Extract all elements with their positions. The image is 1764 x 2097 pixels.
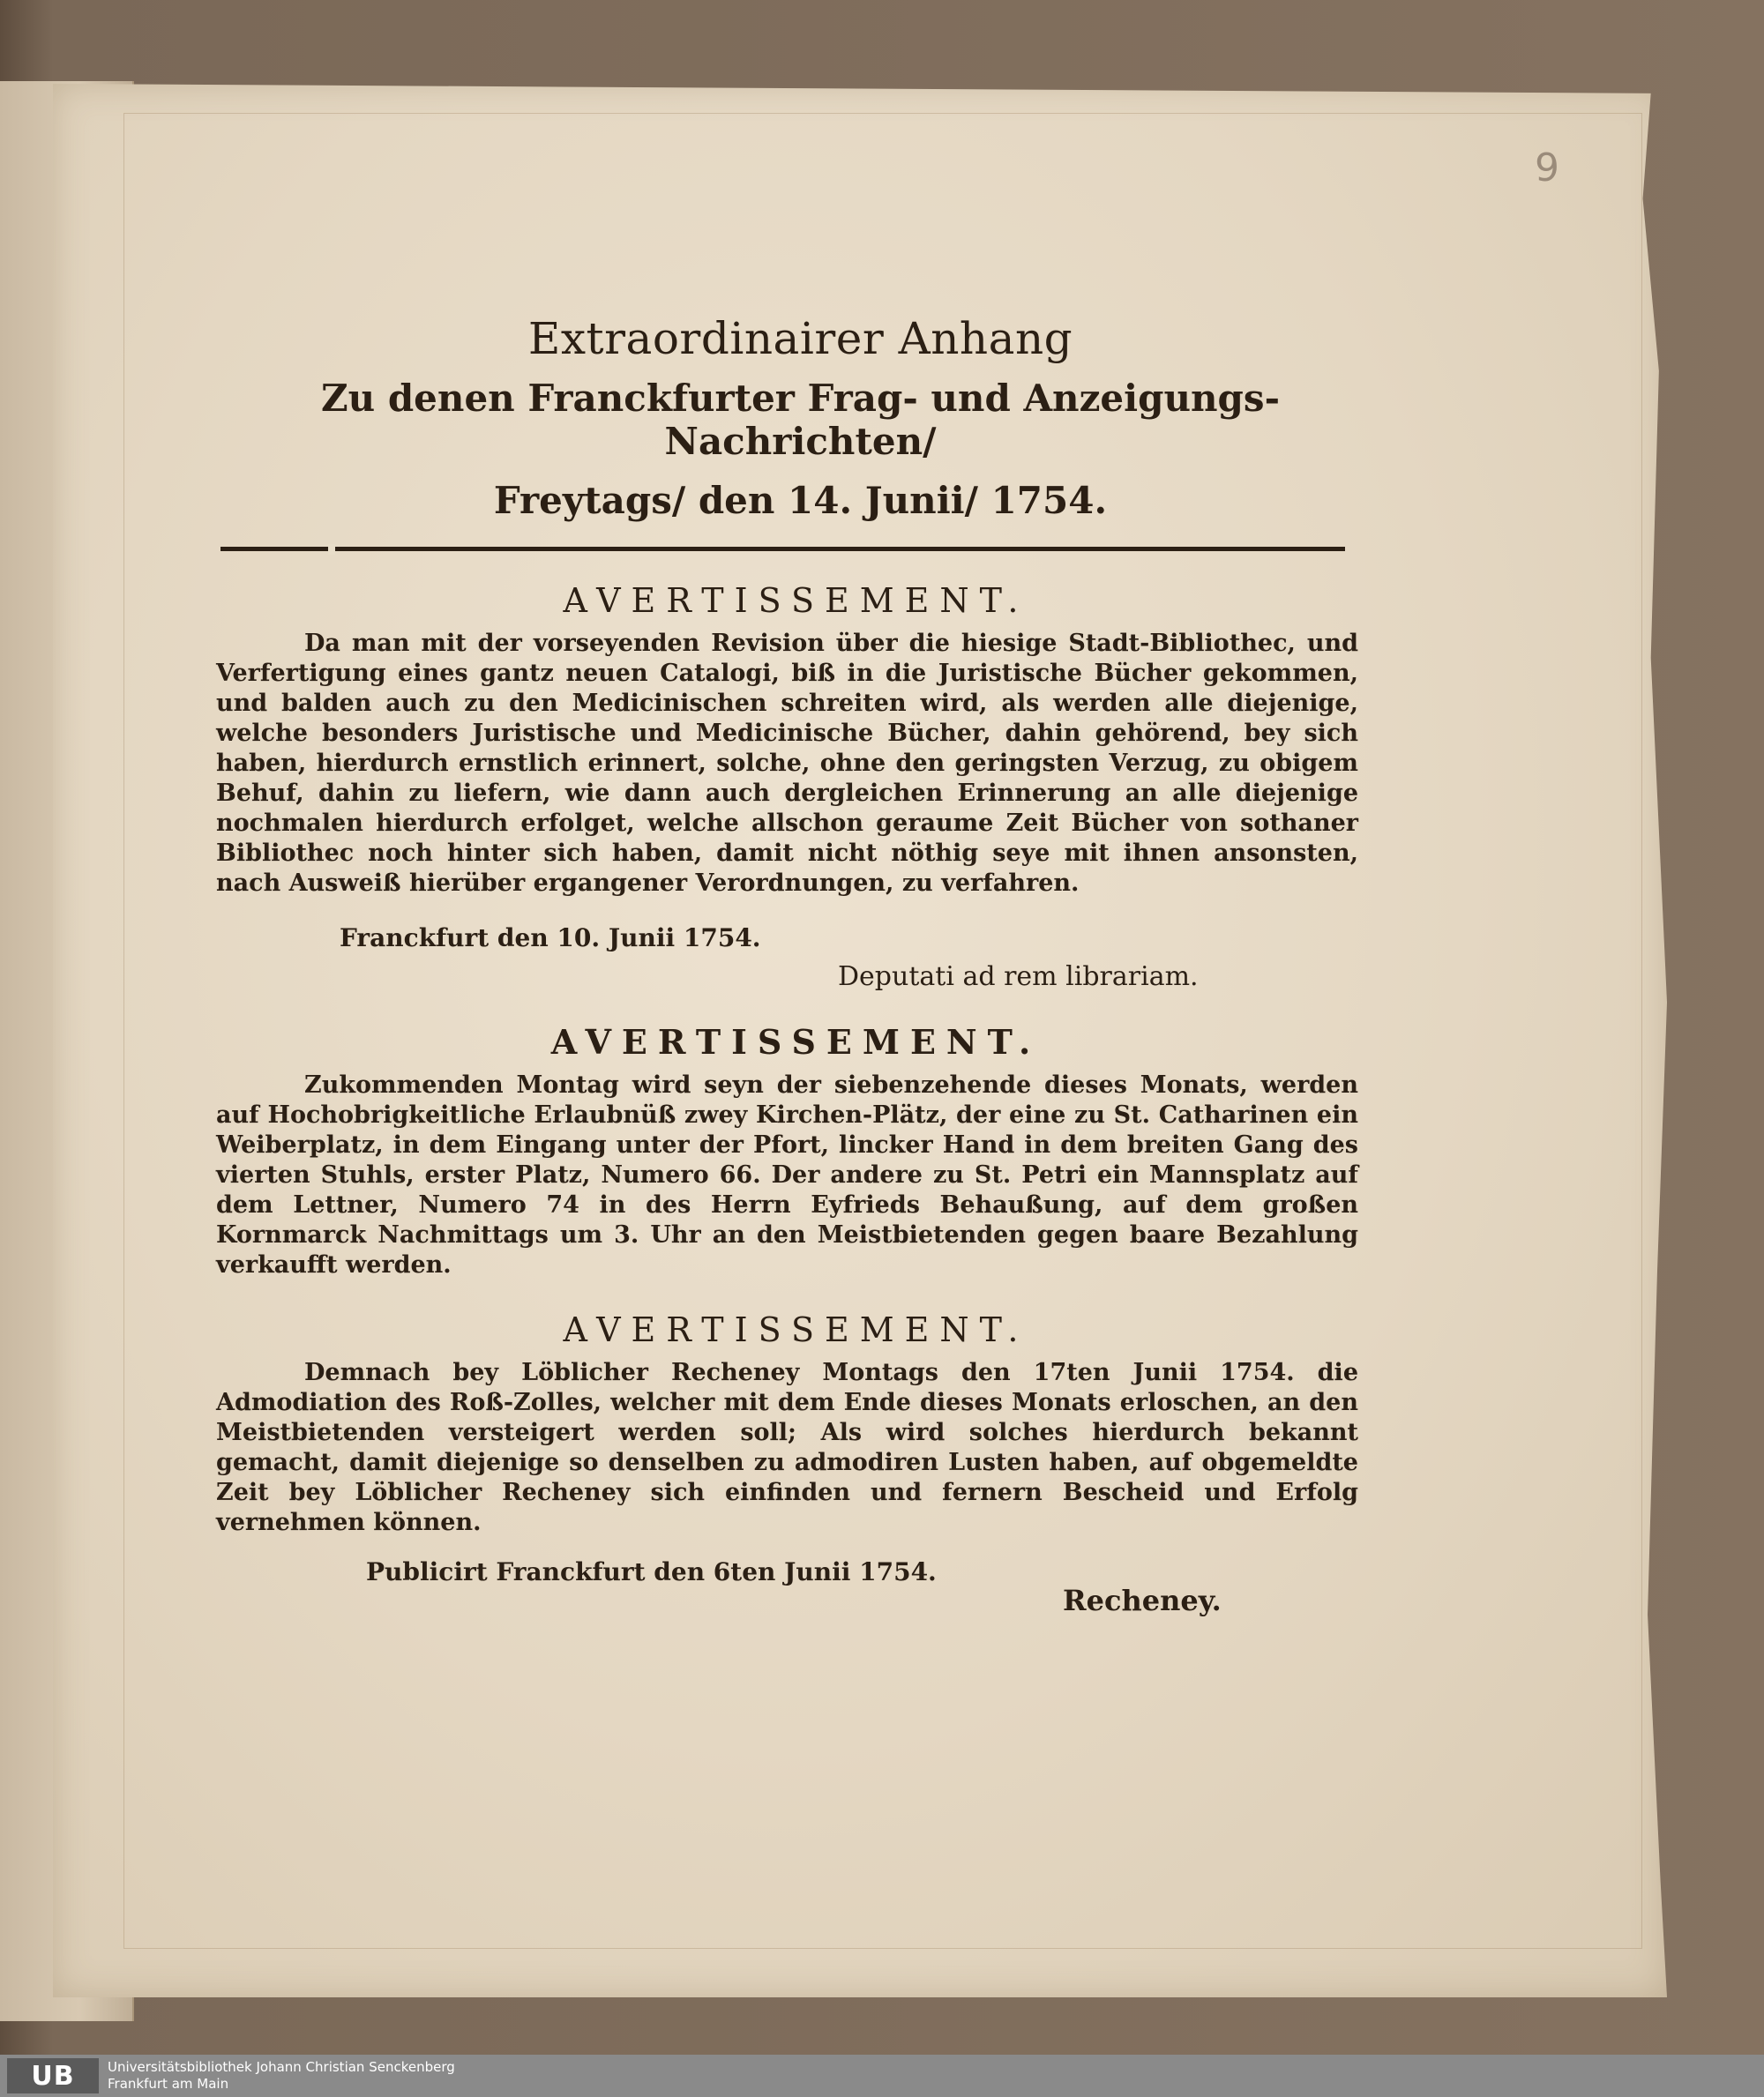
library-footer (0, 2055, 1764, 2097)
notice-1 (216, 581, 1358, 992)
document-dateline: Freytags/ den 14. Junii/ 1754. (493, 479, 1108, 522)
notice-heading: AVERTISSEMENT. (550, 1022, 1042, 1062)
notice-signature-row (216, 1557, 1358, 1619)
notice-sign-name: Deputati ad rem librariam. (838, 961, 1199, 992)
document-title: Extraordinairer Anhang (527, 313, 1073, 364)
notice-3 (216, 1310, 1358, 1619)
notice-sign-place: Franckfurt den 10. Junii 1754. (340, 923, 761, 952)
document-subtitle: Zu denen Franckfurter Frag- und Anzeigungs-Nachrichten/ (321, 377, 1280, 463)
ub-logo[interactable]: UB (7, 2058, 99, 2093)
notice-body: Demnach bey Löblicher Recheney Montags den 17ten Junii 1754. die Admodiation des Roß-Zolles, welcher mit dem Ende dieses Monats erloschen, an den Meistbietenden versteigert werden soll; Als wird solches hierdurch bekannt gemacht, damit diejenige so denselben zu admodiren Lusten haben, auf obgemeldte Zeit bey Löblicher Recheney sich einfinden und fernern Bescheid und Erfolg vernehmen können. (216, 1359, 1358, 1536)
page-number: 9 (1535, 146, 1559, 190)
notice-heading: AVERTISSEMENT. (563, 1310, 1029, 1349)
notice-heading: AVERTISSEMENT. (563, 581, 1029, 620)
header-rule (220, 547, 1345, 551)
notice-sign-name: Recheney. (1063, 1584, 1222, 1617)
document-content (216, 313, 1358, 1619)
notice-body: Da man mit der vorseyenden Revision über die hiesige Stadt-Bibliothec, und Verfertigung eines gantz neuen Catalogi, biß in die Juristische Bücher gekommen, und balden auch zu den Medicinischen schreiten wird, als werden alle diejenige, welche besonders Juristische und Medicinische Bücher, dahin gehörend, bey sich haben, hierdurch ernstlich erinnert, solche, ohne den geringsten Verzug, zu obigem Behuf, dahin zu liefern, wie dann auch dergleichen Erinnerung an alle diejenige nochmalen hierdurch erfolget, welche allschon geraume Zeit Bücher von sothaner Bibliothec noch hinter sich haben, damit nicht nöthig seye mit ihnen ansonsten, nach Ausweiß hierüber ergangener Verordnungen, zu verfahren. (216, 630, 1358, 897)
notice-sign-place: Publicirt Franckfurt den 6ten Junii 1754. (366, 1557, 937, 1586)
footer-line-1: Universitätsbibliothek Johann Christian Senckenberg (108, 2059, 455, 2075)
footer-text (108, 2059, 455, 2093)
notice-2 (216, 1022, 1358, 1280)
footer-line-2: Frankfurt am Main (108, 2076, 229, 2092)
notice-body: Zukommenden Montag wird seyn der siebenzehende dieses Monats, werden auf Hochobrigkeitliche Erlaubnüß zwey Kirchen-Plätz, der eine zu St. Catharinen ein Weiberplatz, in dem Eingang unter der Pfort, lincker Hand in dem breiten Gang des vierten Stuhls, erster Platz, Numero 66. Der andere zu St. Petri ein Mannsplatz auf dem Lettner, Numero 74 in des Herrn Eyfrieds Behaußung, auf dem großen Kornmarck Nachmittags um 3. Uhr an den Meistbietenden gegen baare Bezahlung verkaufft werden. (216, 1071, 1358, 1279)
